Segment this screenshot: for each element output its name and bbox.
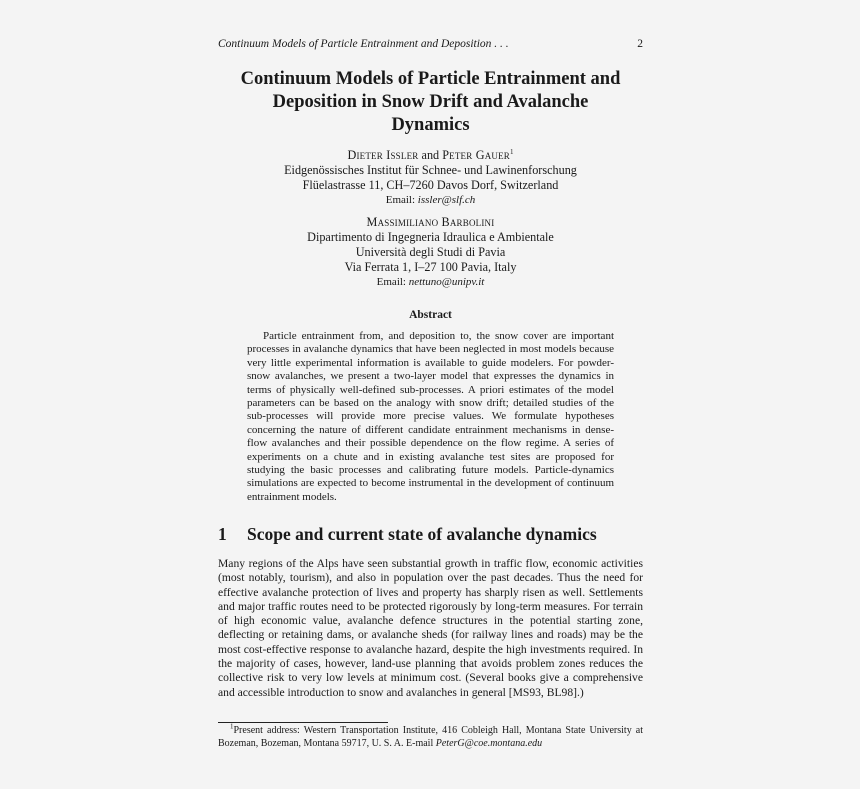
email-label: Email:	[385, 194, 418, 206]
department-pavia: Dipartimento di Ingegneria Idraulica e Ambientale	[307, 230, 554, 244]
page-number: 2	[637, 38, 643, 50]
university-pavia: Università degli Studi di Pavia	[355, 245, 506, 259]
paper-title	[218, 68, 643, 137]
footnote	[218, 722, 643, 750]
footnote-text: Present address: Western Transportation Institute, 416 Cobleigh Hall, Montana State University at Bozeman, Bozeman, Montana 59717, U. S. A. E-mail	[218, 725, 643, 749]
section-paragraph: Many regions of the Alps have seen substantial growth in traffic flow, economic activities (most notably, tourism), and also in population over the past decades. Thus the need for effective avalanche protection of lives and property has sharply risen as well. Settlements and major traffic routes need to be protected rigorously by long-term measures. For terrain of high economic value, avalanche defence structures in the potential starting zone, deflecting or retaining dams, or avalanche sheds (for railway lines and roads) may be the most cost-effective response to avalanche hazard, despite the high investments required. In the majority of cases, however, land-use planning that avoids problem zones reduces the collective risk to very low levels at minimum cost. (Several books give a comprehensive and accessible introduction to snow and avalanches in general [MS93, BL98].)	[218, 557, 643, 699]
author-name-issler: Dieter Issler	[347, 148, 419, 162]
footnote-email: PeterG@coe.montana.edu	[435, 737, 543, 749]
footnote-marker: 1	[510, 147, 514, 156]
footnote-rule	[218, 722, 388, 723]
author-block-1	[218, 148, 643, 208]
running-head	[218, 38, 643, 50]
author-names	[218, 148, 643, 163]
email-issler: issler@slf.ch	[417, 194, 476, 206]
title-line-2: Deposition in Snow Drift and Avalanche	[272, 92, 589, 112]
author-name-barbolini: Massimiliano Barbolini	[366, 215, 495, 229]
section-number: 1	[218, 524, 227, 544]
section-heading	[218, 524, 643, 545]
abstract-heading: Abstract	[409, 309, 452, 321]
author-conjunction: and	[418, 148, 443, 162]
address-slf: Flüelastrasse 11, CH–7260 Davos Dorf, Switzerland	[302, 178, 559, 192]
email-line-2	[218, 275, 643, 290]
email-label: Email:	[376, 276, 409, 288]
title-line-3: Dynamics	[391, 115, 470, 135]
section-title: Scope and current state of avalanche dynamics	[247, 524, 597, 544]
author-block-2	[218, 215, 643, 290]
affiliation-slf: Eidgenössisches Institut für Schnee- und Lawinenforschung	[284, 163, 577, 177]
running-head-title: Continuum Models of Particle Entrainment and Deposition . . .	[218, 38, 509, 50]
title-line-1: Continuum Models of Particle Entrainment and	[240, 69, 621, 89]
footnote-mark: 1	[230, 722, 234, 731]
email-barbolini: nettuno@unipv.it	[408, 276, 485, 288]
address-pavia: Via Ferrata 1, I–27 100 Pavia, Italy	[344, 260, 517, 274]
author-name-gauer: Peter Gauer	[442, 148, 511, 162]
email-line-1	[218, 193, 643, 208]
abstract-text: Particle entrainment from, and deposition to, the snow cover are important processes in avalanche dynamics that have been neglected in most models because very little experimental information is available to guide modelers. For powder-snow avalanches, we present a two-layer model that expresses the dynamics in terms of physically well-defined sub-processes. A priori estimates of the model parameters can be based on the analogy with snow drift; detailed studies of the sub-processes will provide more precise values. We formulate hypotheses concerning the nature of different candidate entrainment mechanisms in dense-flow avalanches and their possible dependence on the flow regime. A series of experiments on a chute and in existing avalanche test sites are proposed for studying the basic processes and calibrating future models. Particle-dynamics simulations are expected to become instrumental in the development of continuum entrainment models.	[247, 330, 614, 503]
